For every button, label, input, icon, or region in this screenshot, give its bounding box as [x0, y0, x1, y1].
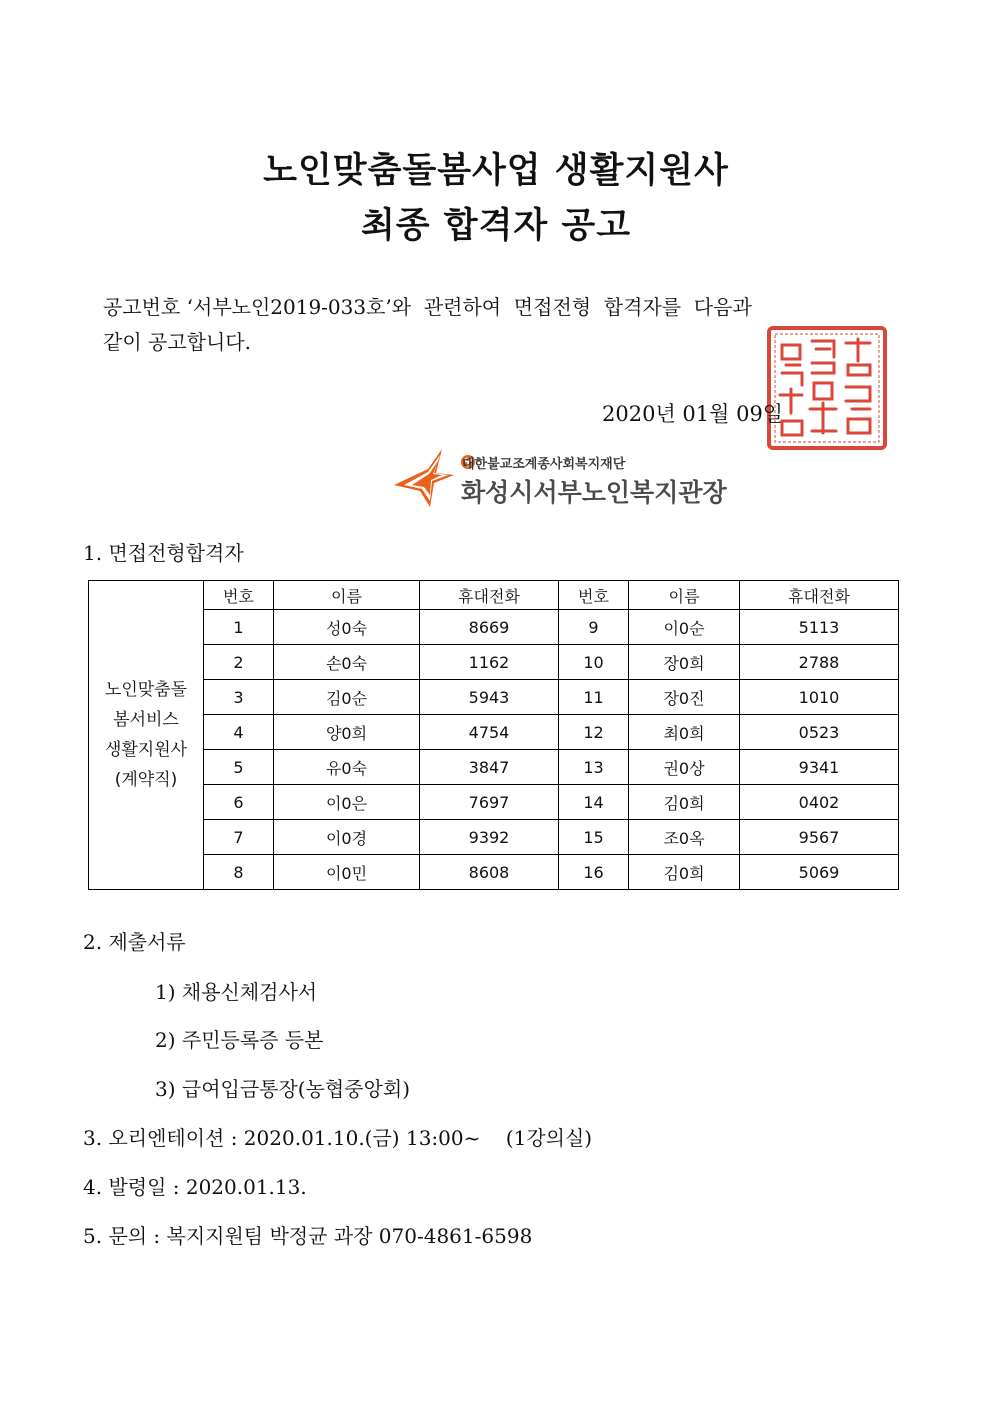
- cell-number: 9: [559, 610, 629, 645]
- cell-name: 장0진: [629, 680, 740, 715]
- cell-number: 8: [204, 855, 274, 890]
- cell-phone: 2788: [740, 645, 899, 680]
- cell-phone: 5113: [740, 610, 899, 645]
- table-row: [89, 750, 899, 785]
- cell-name: 이0경: [274, 820, 420, 855]
- table-row: [89, 645, 899, 680]
- appointment-date-info: 4. 발령일 : 2020.01.13.: [83, 1175, 307, 1199]
- cell-number: 14: [559, 785, 629, 820]
- announcement-date: 2020년 01월 09일: [602, 402, 784, 426]
- cell-name: 권0상: [629, 750, 740, 785]
- cell-phone: 4754: [420, 715, 559, 750]
- cell-number: 10: [559, 645, 629, 680]
- category-line: (계약직): [114, 770, 178, 790]
- table-row: [89, 610, 899, 645]
- section2-heading: 2. 제출서류: [83, 930, 186, 954]
- cell-number: 3: [204, 680, 274, 715]
- table-row: [89, 820, 899, 855]
- cell-name: 장0희: [629, 645, 740, 680]
- category-line: 노인맞춤돌: [104, 680, 188, 700]
- cell-phone: 8608: [420, 855, 559, 890]
- cell-name: 이0민: [274, 855, 420, 890]
- cell-name: 최0희: [629, 715, 740, 750]
- cell-phone: 7697: [420, 785, 559, 820]
- page-title-line2: 최종 합격자 공고: [360, 206, 632, 246]
- section1-heading: 1. 면접전형합격자: [83, 541, 244, 565]
- star-logo-icon: [390, 445, 460, 511]
- intro-line1: 공고번호 ‘서부노인2019-033호’와 관련하여 면접전형 합격자를 다음과: [103, 295, 752, 319]
- cell-number: 15: [559, 820, 629, 855]
- header-phone: 휴대전화: [740, 581, 899, 610]
- cell-number: 7: [204, 820, 274, 855]
- cell-name: 양0희: [274, 715, 420, 750]
- cell-phone: 3847: [420, 750, 559, 785]
- category-line: 봄서비스: [113, 710, 179, 730]
- category-line: 생활지원사: [104, 740, 188, 760]
- results-table: [88, 580, 899, 890]
- cell-name: 손0숙: [274, 645, 420, 680]
- cell-phone: 8669: [420, 610, 559, 645]
- cell-name: 성0숙: [274, 610, 420, 645]
- header-name: 이름: [629, 581, 740, 610]
- cell-name: 이0순: [629, 610, 740, 645]
- table-row: [89, 680, 899, 715]
- cell-number: 5: [204, 750, 274, 785]
- table-row: [89, 715, 899, 750]
- table-header-row: [89, 581, 899, 610]
- cell-phone: 5943: [420, 680, 559, 715]
- cell-name: 유0숙: [274, 750, 420, 785]
- document-item: 1) 채용신체검사서: [155, 980, 318, 1004]
- cell-number: 2: [204, 645, 274, 680]
- header-number: 번호: [204, 581, 274, 610]
- document-item: 3) 급여입금통장(농협중앙회): [155, 1077, 411, 1101]
- official-seal-icon: [766, 325, 888, 451]
- cell-phone: 0523: [740, 715, 899, 750]
- contact-info: 5. 문의 : 복지지원팀 박정균 과장 070-4861-6598: [83, 1224, 533, 1248]
- table-row: [89, 855, 899, 890]
- cell-phone: 1162: [420, 645, 559, 680]
- cell-number: 12: [559, 715, 629, 750]
- cell-name: 이0은: [274, 785, 420, 820]
- header-name: 이름: [274, 581, 420, 610]
- cell-number: 16: [559, 855, 629, 890]
- header-phone: 휴대전화: [420, 581, 559, 610]
- cell-number: 1: [204, 610, 274, 645]
- intro-line2: 같이 공고합니다.: [103, 330, 251, 354]
- cell-name: 김0순: [274, 680, 420, 715]
- orientation-info: 3. 오리엔테이션 : 2020.01.10.(금) 13:00~ (1강의실): [83, 1126, 593, 1150]
- cell-phone: 9341: [740, 750, 899, 785]
- logo-center-name: 화성시서부노인복지관장: [461, 478, 727, 507]
- cell-number: 4: [204, 715, 274, 750]
- cell-number: 13: [559, 750, 629, 785]
- header-number: 번호: [559, 581, 629, 610]
- page-title-line1: 노인맞춤돌봄사업 생활지원사: [263, 151, 729, 191]
- cell-name: 김0희: [629, 785, 740, 820]
- cell-number: 11: [559, 680, 629, 715]
- document-item: 2) 주민등록증 등본: [155, 1028, 324, 1052]
- cell-phone: 9392: [420, 820, 559, 855]
- cell-number: 6: [204, 785, 274, 820]
- job-category-cell: [89, 581, 204, 890]
- cell-phone: 9567: [740, 820, 899, 855]
- table-row: [89, 785, 899, 820]
- logo-foundation-name: 대한불교조계종사회복지재단: [462, 457, 626, 472]
- cell-phone: 0402: [740, 785, 899, 820]
- cell-phone: 5069: [740, 855, 899, 890]
- cell-name: 김0희: [629, 855, 740, 890]
- cell-phone: 1010: [740, 680, 899, 715]
- cell-name: 조0옥: [629, 820, 740, 855]
